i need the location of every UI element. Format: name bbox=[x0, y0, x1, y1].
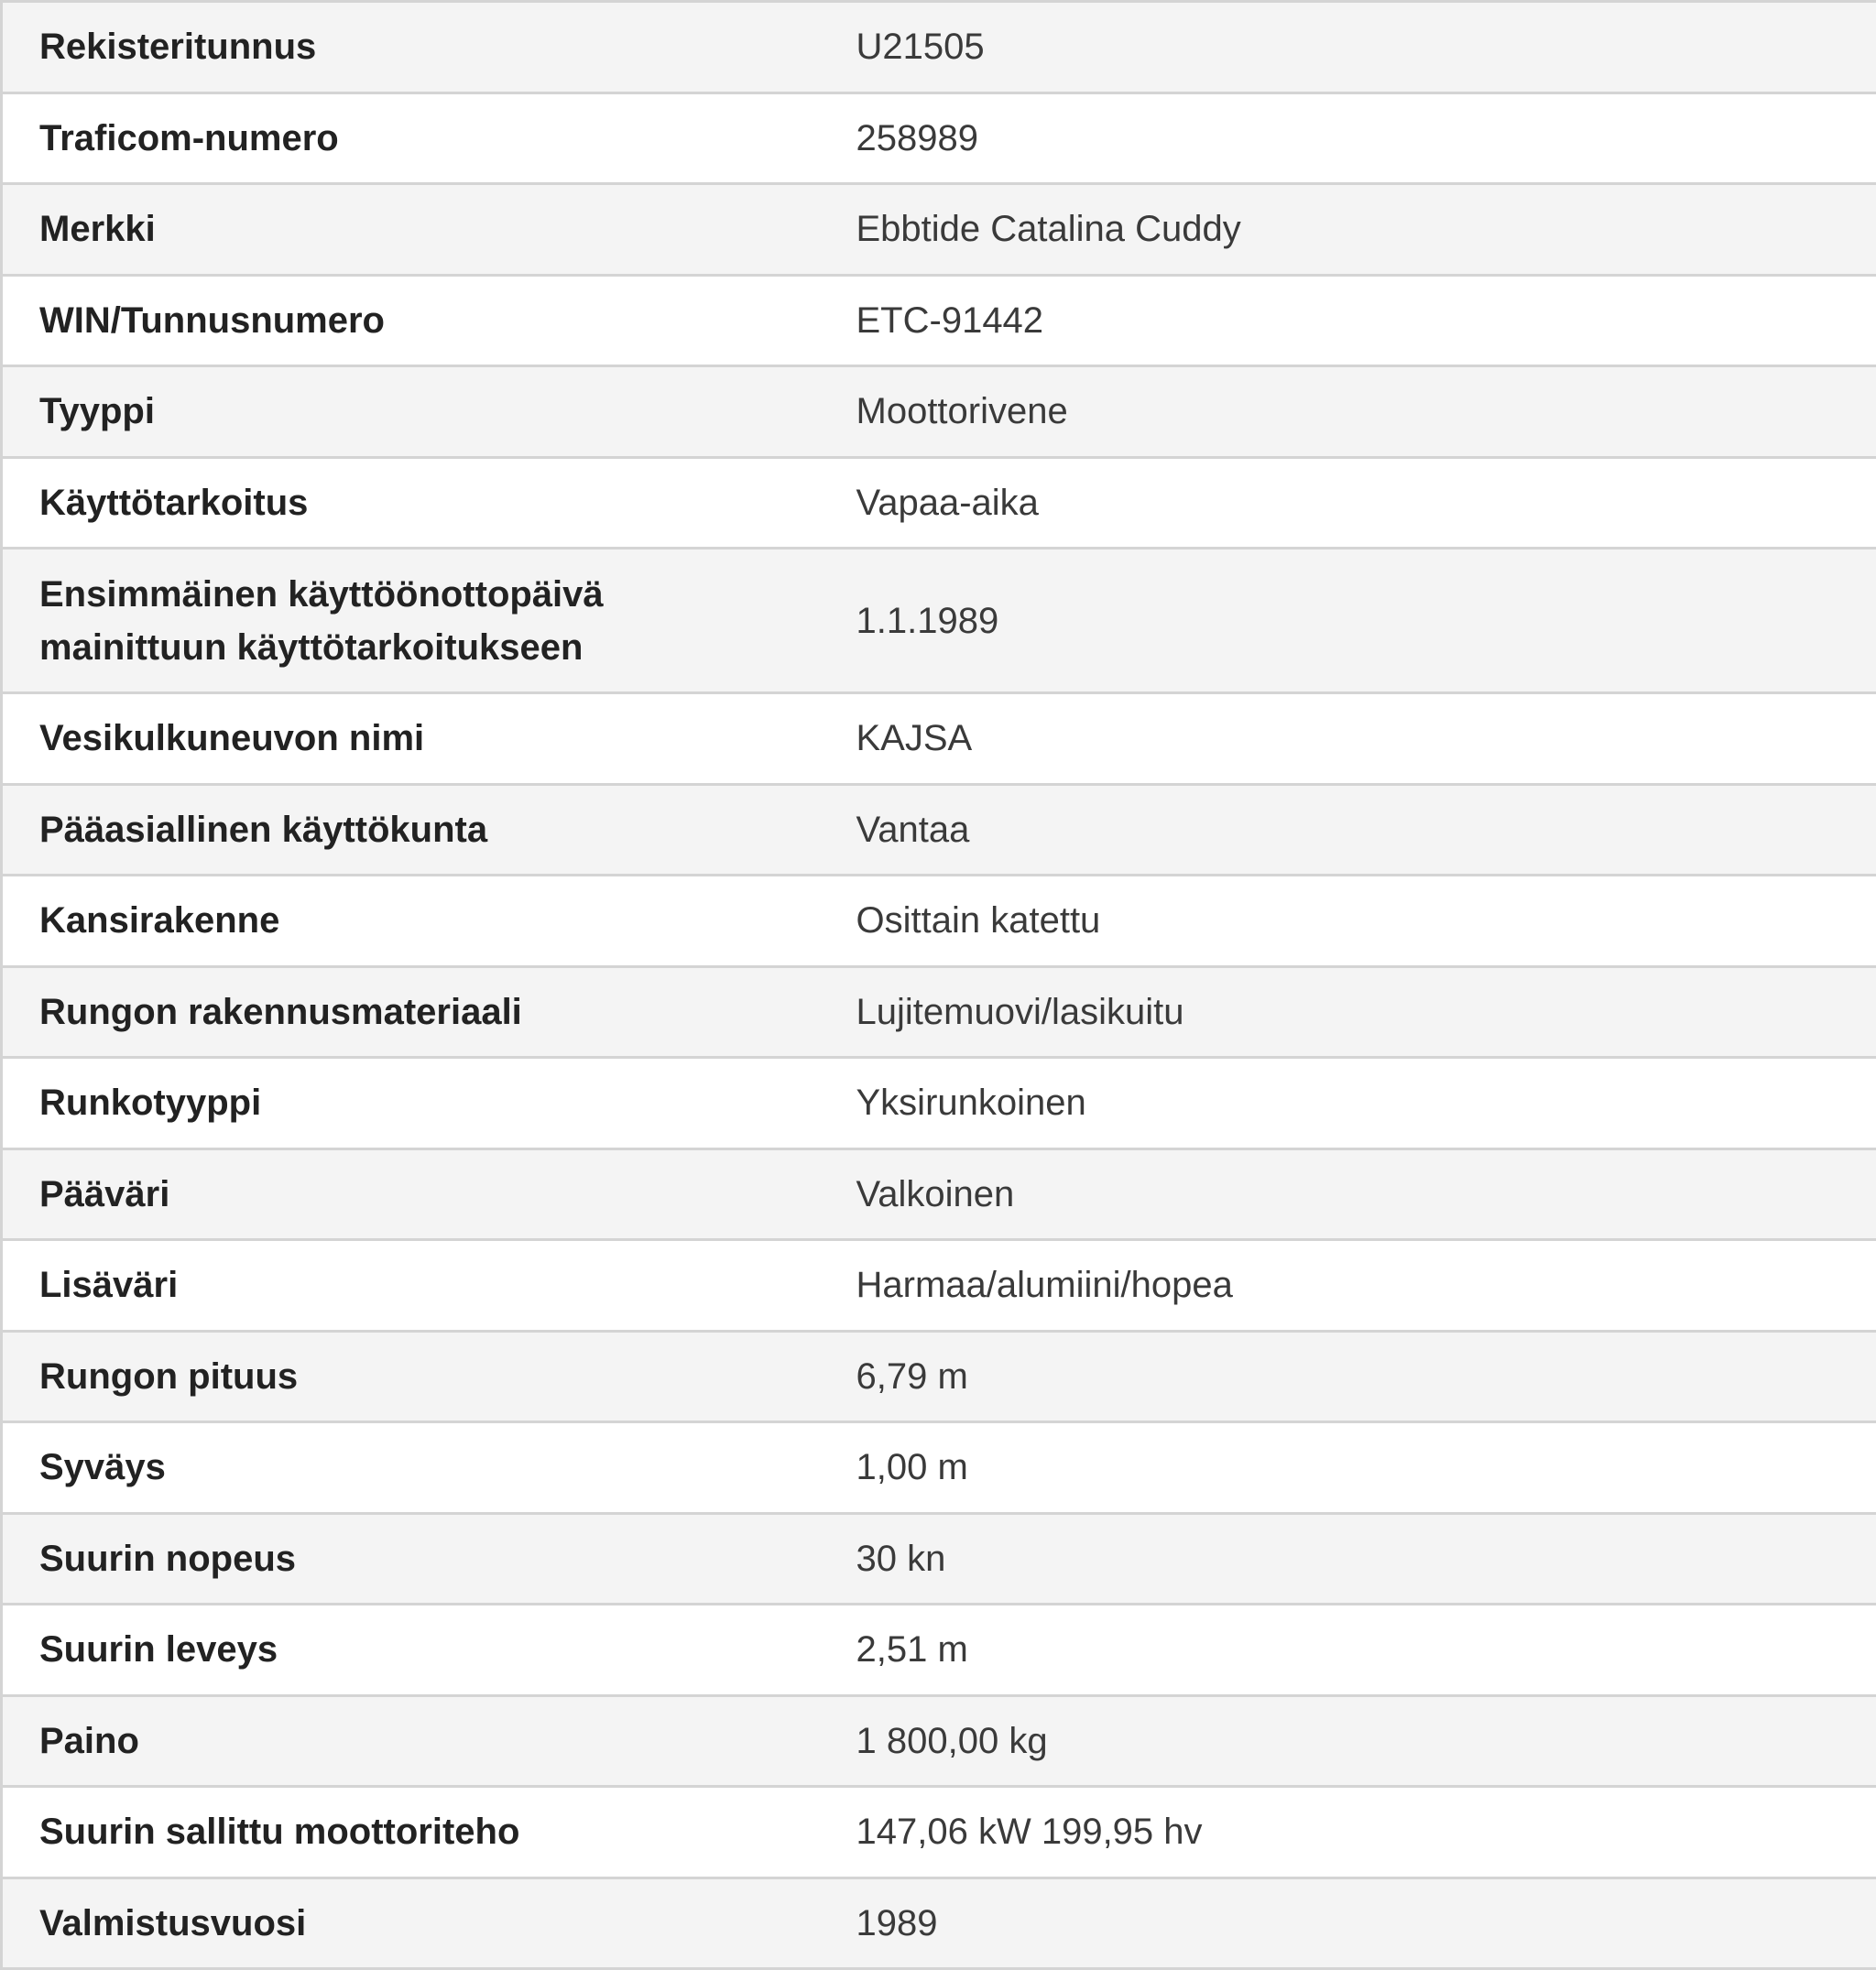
table-row bbox=[2, 693, 1876, 785]
row-label: Traficom-numero bbox=[2, 93, 820, 184]
row-label: Merkki bbox=[2, 184, 820, 276]
row-value: 2,51 m bbox=[820, 1605, 1876, 1696]
table-row bbox=[2, 1422, 1876, 1514]
row-label: Pääväri bbox=[2, 1148, 820, 1240]
row-value: 1 800,00 kg bbox=[820, 1695, 1876, 1787]
table-row bbox=[2, 1148, 1876, 1240]
row-label: Lisäväri bbox=[2, 1240, 820, 1332]
row-value: Harmaa/alumiini/hopea bbox=[820, 1240, 1876, 1332]
table-row bbox=[2, 876, 1876, 967]
row-value: Valkoinen bbox=[820, 1148, 1876, 1240]
row-value: Osittain katettu bbox=[820, 876, 1876, 967]
row-value: Vapaa-aika bbox=[820, 457, 1876, 549]
row-label: Rekisteritunnus bbox=[2, 2, 820, 93]
row-value: Lujitemuovi/lasikuitu bbox=[820, 966, 1876, 1058]
table-row bbox=[2, 1877, 1876, 1969]
row-value: KAJSA bbox=[820, 693, 1876, 785]
row-label: Syväys bbox=[2, 1422, 820, 1514]
row-label: Vesikulkuneuvon nimi bbox=[2, 693, 820, 785]
table-row bbox=[2, 2, 1876, 93]
table-row bbox=[2, 184, 1876, 276]
table-row bbox=[2, 93, 1876, 184]
row-value: Vantaa bbox=[820, 784, 1876, 876]
table-row bbox=[2, 966, 1876, 1058]
row-value: 1.1.1989 bbox=[820, 549, 1876, 693]
row-label: Tyyppi bbox=[2, 366, 820, 458]
row-value: U21505 bbox=[820, 2, 1876, 93]
row-label: WIN/Tunnusnumero bbox=[2, 275, 820, 366]
row-label: Suurin sallittu moottoriteho bbox=[2, 1787, 820, 1878]
table-row bbox=[2, 275, 1876, 366]
row-label: Rungon rakennusmateriaali bbox=[2, 966, 820, 1058]
table-row bbox=[2, 549, 1876, 693]
row-value: ETC-91442 bbox=[820, 275, 1876, 366]
row-label: Rungon pituus bbox=[2, 1331, 820, 1422]
table-row bbox=[2, 1787, 1876, 1878]
row-value: 258989 bbox=[820, 93, 1876, 184]
table-row bbox=[2, 1513, 1876, 1605]
row-value: 147,06 kW 199,95 hv bbox=[820, 1787, 1876, 1878]
row-value: Ebbtide Catalina Cuddy bbox=[820, 184, 1876, 276]
table-row bbox=[2, 1605, 1876, 1696]
row-label: Pääasiallinen käyttökunta bbox=[2, 784, 820, 876]
row-label: Valmistusvuosi bbox=[2, 1877, 820, 1969]
row-label: Käyttötarkoitus bbox=[2, 457, 820, 549]
table-row bbox=[2, 1695, 1876, 1787]
table-row bbox=[2, 784, 1876, 876]
row-value: Moottorivene bbox=[820, 366, 1876, 458]
table-row bbox=[2, 1058, 1876, 1149]
row-label: Runkotyyppi bbox=[2, 1058, 820, 1149]
row-value: 1,00 m bbox=[820, 1422, 1876, 1514]
table-row bbox=[2, 1240, 1876, 1332]
table-row bbox=[2, 366, 1876, 458]
row-value: 6,79 m bbox=[820, 1331, 1876, 1422]
row-value: Yksirunkoinen bbox=[820, 1058, 1876, 1149]
table-row bbox=[2, 457, 1876, 549]
row-value: 1989 bbox=[820, 1877, 1876, 1969]
row-label: Suurin leveys bbox=[2, 1605, 820, 1696]
row-value: 30 kn bbox=[820, 1513, 1876, 1605]
row-label: Ensimmäinen käyttöönottopäivä mainittuun käyttötarkoitukseen bbox=[2, 549, 820, 693]
row-label: Paino bbox=[2, 1695, 820, 1787]
row-label: Kansirakenne bbox=[2, 876, 820, 967]
row-label: Suurin nopeus bbox=[2, 1513, 820, 1605]
table-row bbox=[2, 1331, 1876, 1422]
